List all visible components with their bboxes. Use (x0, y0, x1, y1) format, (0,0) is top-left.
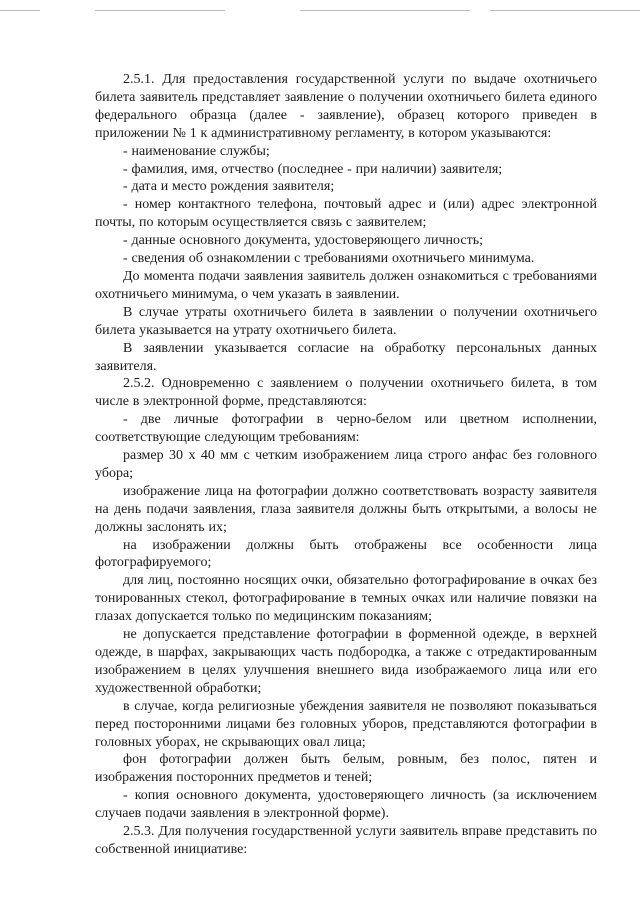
photo-requirement-background: фон фотографии должен быть белым, ровным, без полос, пятен и изображения посторонних предметов и теней; (95, 752, 597, 786)
list-item-birth-date-place: - дата и место рождения заявителя; (123, 179, 335, 195)
scan-artifact-line (300, 10, 470, 11)
photo-requirement-religious: в случае, когда религиозные убеждения заявителя не позволяют показываться перед посторонними лицами без головных уборов, представляются фотографии в головных уборах, не скрывающих овал лица; (95, 698, 597, 750)
scan-artifact-line (0, 10, 40, 11)
list-item-full-name: - фамилия, имя, отчество (последнее - при наличии) заявителя; (123, 161, 503, 177)
list-item-id-copy: - копия основного документа, удостоверяющего личность (за исключением случаев подачи заявления в электронной форме). (95, 788, 597, 822)
list-item-photos: - две личные фотографии в черно-белом или цветном исполнении, соответствующие следующим требованиям: (95, 412, 597, 446)
paragraph-hunting-minimum-notice: До момента подачи заявления заявитель должен ознакомиться с требованиями охотничьего минимума, о чем указать в заявлении. (95, 268, 597, 302)
list-item-id-document: - данные основного документа, удостоверяющего личность; (123, 233, 483, 249)
scan-artifact-line (490, 10, 640, 11)
paragraph-2-5-1: 2.5.1. Для предоставления государственной услуги по выдаче охотничьего билета заявитель представляет заявление о получении охотничьего билета единого федерального образца (далее - заявление), образец которого приведен в приложении № 1 к административному регламенту, в котором указываются: (95, 72, 597, 141)
photo-requirement-age: изображение лица на фотографии должно соответствовать возрасту заявителя на день подачи заявления, глаза заявителя должны быть открытыми, а волосы не должны заслонять их; (95, 483, 597, 535)
list-item-service-name: - наименование службы; (123, 143, 270, 159)
list-item-hunting-minimum: - сведения об ознакомлении с требованиями охотничьего минимума. (123, 251, 535, 267)
photo-requirement-glasses: для лиц, постоянно носящих очки, обязательно фотографирование в очках без тонированных стекол, фотографирование в темных очках или наличие повязки на глазах допускается только по медицинским показаниям; (95, 573, 597, 625)
photo-requirement-clothing: не допускается представление фотографии в форменной одежде, в верхней одежде, в шарфах, закрывающих часть подбородка, а также с отредактированным изображением в целях улучшения внешнего вида изображаемого лица или его художественной обработки; (95, 627, 597, 696)
document-body (95, 71, 597, 859)
scan-artifact-line (95, 10, 225, 11)
paragraph-ticket-loss: В случае утраты охотничьего билета в заявлении о получении охотничьего билета указывается на утрату охотничьего билета. (95, 304, 597, 338)
list-item-contacts: - номер контактного телефона, почтовый адрес и (или) адрес электронной почты, по которым осуществляется связь с заявителем; (95, 197, 597, 231)
photo-requirement-features: на изображении должны быть отображены все особенности лица фотографируемого; (95, 537, 597, 571)
paragraph-personal-data-consent: В заявлении указывается согласие на обработку персональных данных заявителя. (95, 340, 597, 374)
paragraph-2-5-3: 2.5.3. Для получения государственной услуги заявитель вправе представить по собственной инициативе: (95, 824, 597, 857)
photo-requirement-size: размер 30 х 40 мм с четким изображением лица строго анфас без головного убора; (95, 448, 597, 481)
paragraph-2-5-2: 2.5.2. Одновременно с заявлением о получении охотничьего билета, в том числе в электронной форме, представляются: (95, 376, 597, 410)
